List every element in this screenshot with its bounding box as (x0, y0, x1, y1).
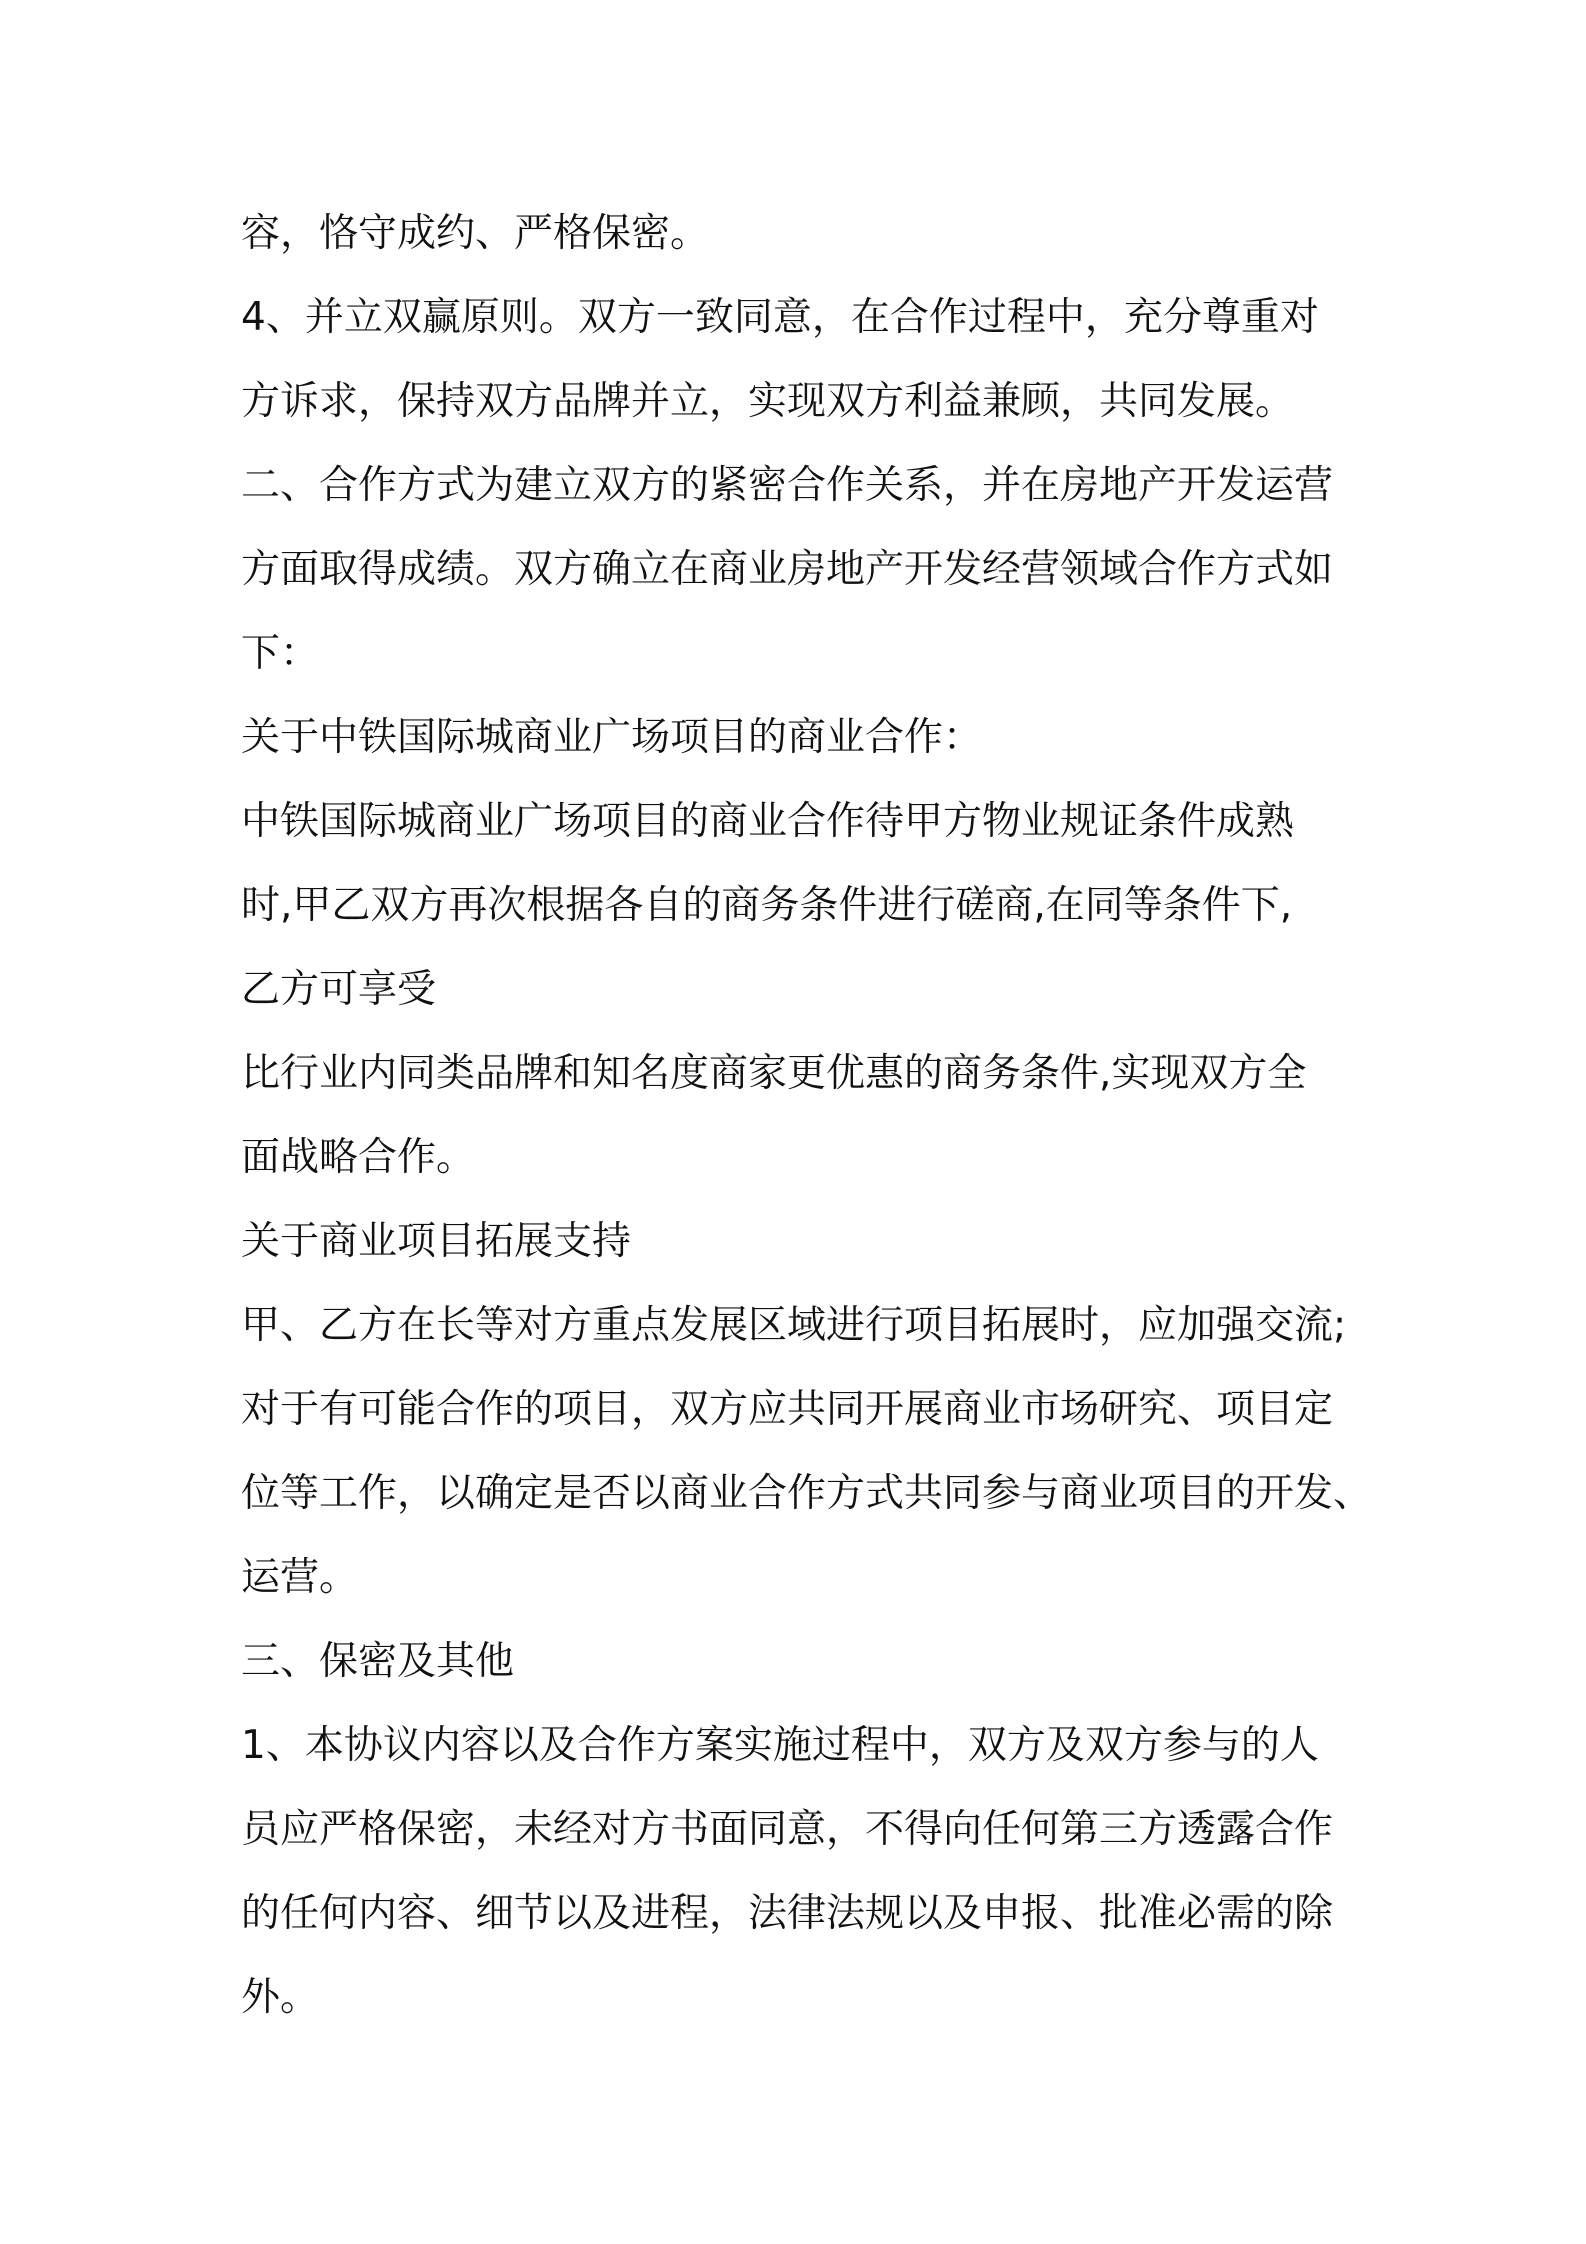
text-line: 面战略合作。 (241, 1135, 476, 1180)
text-line: 时,甲乙双方再次根据各自的商务条件进行磋商,在同等条件下, (241, 883, 1293, 928)
text-line: 对于有可能合作的项目，双方应共同开展商业市场研究、项目定 (241, 1387, 1334, 1432)
text-line: 下： (241, 631, 320, 676)
text-line: 外。 (241, 1975, 320, 2020)
document-body (241, 192, 1373, 2040)
text-line: 方面取得成绩。双方确立在商业房地产开发经营领域合作方式如 (241, 547, 1334, 592)
text-line: 1、本协议内容以及合作方案实施过程中，双方及双方参与的人 (241, 1723, 1319, 1768)
text-line: 的任何内容、细节以及进程，法律法规以及申报、批准必需的除 (241, 1891, 1334, 1936)
text-line: 比行业内同类品牌和知名度商家更优惠的商务条件,实现双方全 (241, 1051, 1307, 1096)
text-line: 运营。 (241, 1555, 359, 1600)
text-line: 甲、乙方在长等对方重点发展区域进行项目拓展时，应加强交流; (241, 1303, 1347, 1348)
text-line: 位等工作，以确定是否以商业合作方式共同参与商业项目的开发、 (241, 1471, 1373, 1516)
text-line: 二、合作方式为建立双方的紧密合作关系，并在房地产开发运营 (241, 463, 1334, 508)
text-line: 三、保密及其他 (241, 1639, 515, 1684)
text-line: 容，恪守成约、严格保密。 (241, 211, 710, 256)
text-line: 中铁国际城商业广场项目的商业合作待甲方物业规证条件成熟 (241, 799, 1295, 844)
text-line: 关于商业项目拓展支持 (241, 1219, 632, 1264)
text-line: 关于中铁国际城商业广场项目的商业合作： (241, 715, 983, 760)
text-line: 乙方可享受 (241, 967, 437, 1012)
text-line: 4、并立双赢原则。双方一致同意，在合作过程中，充分尊重对 (241, 295, 1319, 340)
text-line: 员应严格保密，未经对方书面同意，不得向任何第三方透露合作 (241, 1807, 1334, 1852)
text-line: 方诉求，保持双方品牌并立，实现双方利益兼顾，共同发展。 (241, 379, 1295, 424)
